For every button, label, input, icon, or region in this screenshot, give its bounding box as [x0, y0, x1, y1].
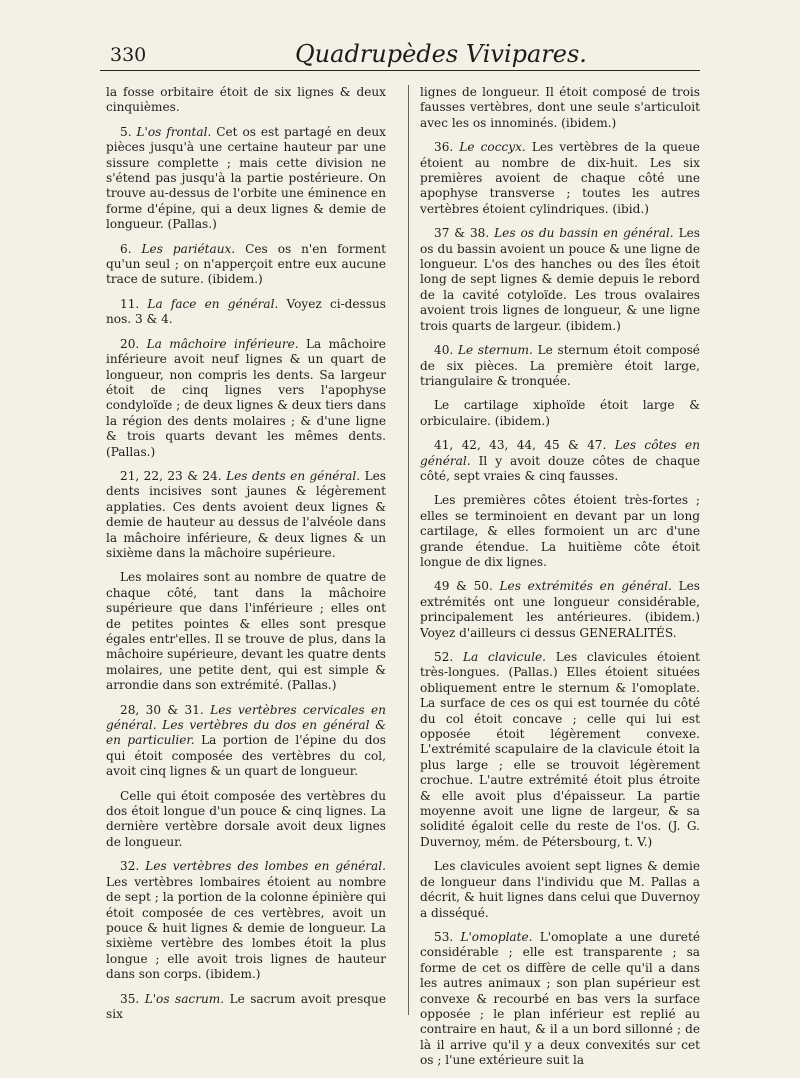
section-title: Les os du bassin en général. — [494, 226, 674, 241]
paragraph-text: Cet os est partagé en deux pièces jusqu'à une certaine hauteur par une sissure complette ; mais cette division ne s'étend pas jusqu'à la partie postérieure. On trouve au-dessus de l'orbite une éminence en forme d'épine, qui a deux lignes & demie de longueur. (Pallas.) — [106, 124, 386, 232]
section-title: L'os sacrum. — [144, 991, 225, 1006]
paragraph — [420, 398, 700, 429]
paragraph — [106, 789, 386, 851]
paragraph-text: L'omoplate a une dureté considérable ; elle est transparente ; sa forme de cet os diffère de celle qu'il a dans les autres animaux ; son plan supérieur est convexe & recourbé en bas vers la surface opposée ; le plan inférieur est replié au contraire en haut, & il a un bord sillonné ; de là il arrive qu'il y a deux convexités sur cet os ; l'une extérieure suit la — [420, 929, 700, 1068]
paragraph-text: Les molaires sont au nombre de quatre de chaque côté, tant dans la mâchoire supérieure que dans l'inférieure ; elles ont de petites pointes & elles sont presque égales entr'elles. Il se trouve de plus, dans la mâchoire supérieure, devant les quatre dents molaires, une petite dent, qui est simple & arrondie dans son extrémité. (Pallas.) — [106, 570, 386, 693]
paragraph-text: Les premières côtes étoient très-fortes ; elles se terminoient en devant par un long cartilage, & elles formoient un arc d'une grande étendue. La huitième côte étoit longue de dix lignes. — [420, 493, 700, 569]
paragraph-text: Les vertèbres lombaires étoient au nombre de sept ; la portion de la colonne épinière qui étoit composée de ces vertèbres, avoit un pouce & huit lignes & demie de longueur. La sixième vertèbre des lombes étoit la plus longue ; elle avoit trois lignes de hauteur dans son corps. (ibidem.) — [106, 874, 386, 982]
section-title: Les pariétaux. — [141, 241, 236, 256]
page-number: 330 — [110, 44, 147, 66]
left-column — [106, 85, 386, 1031]
section-number: 40. — [434, 343, 454, 358]
paragraph — [420, 438, 700, 484]
paragraph-text: Ces os n'en forment qu'un seul ; on n'apperçoit entre eux aucune trace de suture. (ibidem.) — [106, 241, 386, 287]
paragraph-text: Les extrémités ont une longueur considérable, principalement les antérieures. (ibidem.) Voyez d'ailleurs ci dessus GENERALITÉS. — [420, 579, 700, 640]
section-title: Les côtes en général. — [420, 438, 700, 468]
paragraph-text: La mâchoire inférieure avoit neuf lignes & un quart de longueur, non compris les dents. Sa largeur étoit de cinq lignes vers l'apophyse condyloïde ; de deux lignes & deux tiers dans la région des dents molaires ; & d'une ligne & trois quarts devant les mêmes dents. (Pallas.) — [106, 336, 386, 459]
paragraph — [106, 297, 386, 328]
section-title: L'os frontal. — [136, 124, 212, 139]
running-title: Quadrupèdes Vivipares. — [295, 40, 587, 68]
paragraph — [420, 140, 700, 217]
section-title: L'omoplate. — [460, 929, 533, 944]
section-number: 6. — [120, 241, 132, 256]
paragraph — [106, 469, 386, 561]
section-number: 49 & 50. — [434, 579, 493, 594]
section-number: 20. — [120, 336, 140, 351]
paragraph — [420, 343, 700, 389]
section-number: 37 & 38. — [434, 226, 490, 241]
section-title: Les dents en général. — [226, 468, 361, 483]
section-title: La clavicule. — [463, 650, 546, 664]
column-divider — [408, 85, 409, 1015]
section-number: 11. — [120, 296, 140, 311]
paragraph — [420, 579, 700, 641]
section-title: Le coccyx. — [459, 140, 526, 155]
paragraph-text: Les vertèbres de la queue étoient au nombre de dix-huit. Les six premières avoient de chaque côté une apophyse transverse ; toutes les autres vertèbres étoient cylindriques. (ibid.) — [420, 140, 700, 216]
section-title: Les extrémités en général. — [499, 579, 672, 594]
section-number: 36. — [434, 140, 454, 155]
paragraph-text: Celle qui étoit composée des vertèbres du dos étoit longue d'un pouce & cinq lignes. La dernière vertèbre dorsale avoit deux lignes de longueur. — [106, 788, 386, 849]
section-title: Le sternum. — [457, 343, 533, 358]
section-number: 41, 42, 43, 44, 45 & 47. — [434, 438, 607, 453]
paragraph — [420, 859, 700, 921]
section-number: 5. — [120, 124, 132, 139]
paragraph — [106, 570, 386, 693]
paragraph-text: Les clavicules avoient sept lignes & demie de longueur dans l'individu que M. Pallas a décrit, & huit lignes dans celui que Duvernoy a disséqué. — [420, 859, 700, 920]
section-number: 52. — [434, 650, 454, 664]
paragraph — [106, 85, 386, 116]
paragraph-text: Le cartilage xiphoïde étoit large & orbiculaire. (ibidem.) — [420, 398, 700, 428]
section-number: 35. — [120, 991, 140, 1006]
paragraph — [106, 992, 386, 1023]
paragraph-text: La portion de l'épine du dos qui étoit composée des vertèbres du col, avoit cinq lignes & un quart de longueur. — [106, 733, 386, 779]
paragraph-text: la fosse orbitaire étoit de six lignes & deux cinquièmes. — [106, 85, 386, 115]
paragraph-text: Les os du bassin avoient un pouce & une ligne de longueur. L'os des hanches ou des îles étoit long de sept lignes & demie depuis le rebord de la cavité cotyloïde. Les trous ovalaires avoient trois lignes de longueur, & une ligne trois quarts de largeur. (ibidem.) — [420, 226, 700, 333]
paragraph-text: Les clavicules étoient très-longues. (Pallas.) Elles étoient situées obliquement entre le sternum & l'omoplate. La surface de ces os qui est tournée du côté du col étoit concave ; celle qui lui est opposée étoit légèrement convexe. L'extrémité scapulaire de la clavicule étoit la plus large ; elle se trouvoit légèrement crochue. L'autre extrémité étoit plus étroite & elle avoit plus d'épaisseur. La partie moyenne avoit une ligne de largeur, & sa solidité égaloit celle du reste de l'os. (J. G. Duvernoy, mém. de Pétersbourg, t. V.) — [420, 650, 700, 849]
paragraph-text: Les dents incisives sont jaunes & légèrement applaties. Ces dents avoient deux lignes & demie de hauteur au dessus de l'alvéole dans la mâchoire inférieure, & deux lignes & un sixième dans la mâchoire supérieure. — [106, 468, 386, 560]
paragraph-text: Le sacrum avoit presque six — [106, 991, 386, 1021]
paragraph — [106, 859, 386, 982]
section-title: La mâchoire inférieure. — [146, 336, 299, 351]
section-number: 28, 30 & 31. — [120, 702, 204, 717]
paragraph — [420, 85, 700, 131]
paragraph — [420, 650, 700, 850]
right-column — [420, 85, 700, 1078]
paragraph — [420, 226, 700, 334]
paragraph-text: Le sternum étoit composé de six pièces. La première étoit large, triangulaire & tronquée. — [420, 343, 700, 388]
paragraph — [106, 125, 386, 233]
section-number: 32. — [120, 859, 140, 874]
section-title: La face en général. — [147, 296, 279, 311]
paragraph — [420, 493, 700, 570]
paragraph-text: lignes de longueur. Il étoit composé de trois fausses vertèbres, dont une seule s'articuloit avec les os innominés. (ibidem.) — [420, 85, 700, 130]
section-title: Les vertèbres cervicales en général. Les vertèbres du dos en général & en particulier. — [106, 702, 386, 748]
section-number: 21, 22, 23 & 24. — [120, 468, 222, 483]
paragraph-text: Voyez ci-dessus nos. 3 & 4. — [106, 296, 386, 327]
section-title: Les vertèbres des lombes en général. — [145, 859, 386, 874]
paragraph — [106, 242, 386, 288]
section-number: 53. — [434, 929, 454, 944]
page-header — [100, 40, 700, 71]
paragraph-text: Il y avoit douze côtes de chaque côté, sept vraies & cinq fausses. — [420, 453, 700, 483]
paragraph — [420, 930, 700, 1069]
paragraph — [106, 337, 386, 460]
paragraph — [106, 703, 386, 780]
